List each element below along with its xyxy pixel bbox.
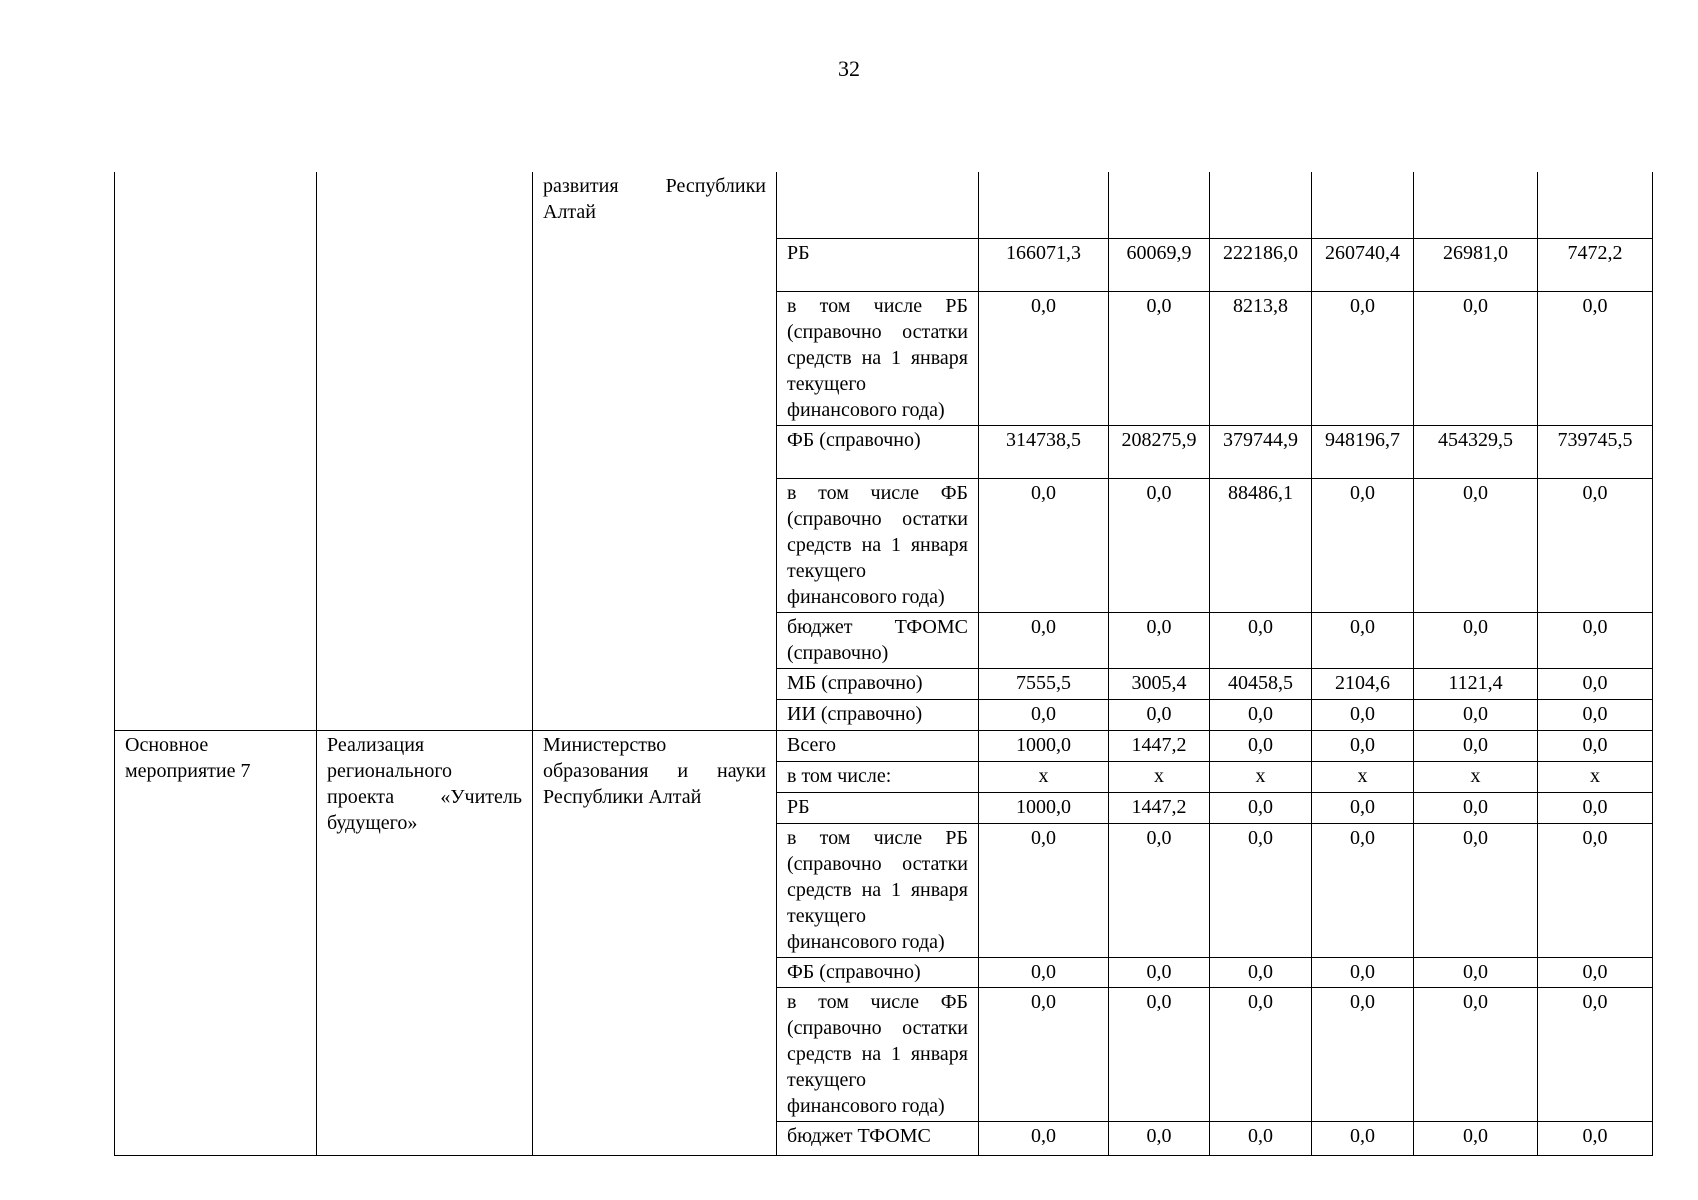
value-cell: 0,0 — [1312, 478, 1414, 612]
activity-name-cell: Реализация регионального проекта «Учитель будущего» — [317, 730, 533, 1155]
value-cell: 0,0 — [1414, 957, 1538, 987]
value-cell — [1312, 172, 1414, 238]
value-cell: 379744,9 — [1210, 425, 1312, 478]
source-cell: в том числе: — [777, 761, 979, 792]
value-cell: 0,0 — [979, 291, 1109, 425]
value-cell: 0,0 — [979, 612, 1109, 668]
value-cell — [1109, 172, 1210, 238]
source-cell: в том числе РБ (справочно остатки средств на 1 января текущего финансового года) — [777, 291, 979, 425]
value-cell: 0,0 — [1414, 699, 1538, 730]
value-cell: 0,0 — [1312, 291, 1414, 425]
value-cell: 0,0 — [1538, 668, 1653, 699]
value-cell: х — [1538, 761, 1653, 792]
value-cell: 0,0 — [1538, 823, 1653, 957]
value-cell: 0,0 — [979, 823, 1109, 957]
source-cell: в том числе РБ (справочно остатки средств на 1 января текущего финансового года) — [777, 823, 979, 957]
value-cell: 0,0 — [1109, 291, 1210, 425]
value-cell: 88486,1 — [1210, 478, 1312, 612]
value-cell: 0,0 — [979, 699, 1109, 730]
value-cell: 0,0 — [1538, 792, 1653, 823]
value-cell: 1000,0 — [979, 792, 1109, 823]
value-cell: 166071,3 — [979, 238, 1109, 291]
value-cell — [1538, 172, 1653, 238]
value-cell: 0,0 — [979, 1121, 1109, 1155]
value-cell: 40458,5 — [1210, 668, 1312, 699]
source-cell: в том числе ФБ (справочно остатки средств на 1 января текущего финансового года) — [777, 987, 979, 1121]
value-cell: 260740,4 — [1312, 238, 1414, 291]
value-cell: 0,0 — [1414, 823, 1538, 957]
value-cell: х — [1210, 761, 1312, 792]
source-cell: ФБ (справочно) — [777, 425, 979, 478]
value-cell: 0,0 — [1414, 612, 1538, 668]
value-cell: 0,0 — [1109, 699, 1210, 730]
source-cell: бюджет ТФОМС — [777, 1121, 979, 1155]
value-cell: 0,0 — [1312, 699, 1414, 730]
value-cell: 208275,9 — [1109, 425, 1210, 478]
value-cell: 0,0 — [1414, 291, 1538, 425]
value-cell: 0,0 — [1414, 478, 1538, 612]
table-row — [115, 730, 1653, 761]
value-cell: х — [979, 761, 1109, 792]
value-cell: 0,0 — [1210, 612, 1312, 668]
value-cell: 0,0 — [979, 987, 1109, 1121]
value-cell: 0,0 — [1538, 957, 1653, 987]
value-cell: 0,0 — [1210, 730, 1312, 761]
value-cell: 0,0 — [1538, 478, 1653, 612]
source-cell — [777, 172, 979, 238]
value-cell: 0,0 — [1109, 1121, 1210, 1155]
value-cell: 222186,0 — [1210, 238, 1312, 291]
source-cell: бюджет ТФОМС (справочно) — [777, 612, 979, 668]
value-cell: 0,0 — [1538, 612, 1653, 668]
value-cell: 0,0 — [1538, 1121, 1653, 1155]
value-cell: 0,0 — [1210, 957, 1312, 987]
page-number: 32 — [838, 56, 860, 81]
value-cell: 0,0 — [1538, 291, 1653, 425]
value-cell: 0,0 — [1312, 823, 1414, 957]
source-cell: МБ (справочно) — [777, 668, 979, 699]
value-cell: 0,0 — [979, 478, 1109, 612]
value-cell: 0,0 — [1210, 699, 1312, 730]
value-cell — [979, 172, 1109, 238]
source-cell: РБ — [777, 238, 979, 291]
value-cell: 0,0 — [979, 957, 1109, 987]
value-cell: 0,0 — [1414, 1121, 1538, 1155]
value-cell: х — [1312, 761, 1414, 792]
value-cell: 7472,2 — [1538, 238, 1653, 291]
value-cell: 7555,5 — [979, 668, 1109, 699]
value-cell: 0,0 — [1312, 957, 1414, 987]
value-cell: 0,0 — [1538, 987, 1653, 1121]
source-cell: ФБ (справочно) — [777, 957, 979, 987]
value-cell: 1121,4 — [1414, 668, 1538, 699]
activity-7-block — [115, 730, 1653, 1155]
value-cell: 0,0 — [1414, 730, 1538, 761]
value-cell: 454329,5 — [1414, 425, 1538, 478]
value-cell: 0,0 — [1414, 987, 1538, 1121]
name-cell-empty — [317, 172, 533, 730]
value-cell: х — [1414, 761, 1538, 792]
value-cell: 948196,7 — [1312, 425, 1414, 478]
continued-block — [115, 172, 1653, 730]
value-cell: 1447,2 — [1109, 730, 1210, 761]
value-cell: 8213,8 — [1210, 291, 1312, 425]
value-cell — [1414, 172, 1538, 238]
value-cell: 314738,5 — [979, 425, 1109, 478]
status-cell: Основное мероприятие 7 — [115, 730, 317, 1155]
value-cell: 0,0 — [1109, 957, 1210, 987]
financing-table — [114, 172, 1653, 1156]
value-cell: 1447,2 — [1109, 792, 1210, 823]
value-cell: 0,0 — [1538, 699, 1653, 730]
value-cell: 0,0 — [1414, 792, 1538, 823]
value-cell: 2104,6 — [1312, 668, 1414, 699]
value-cell: 0,0 — [1210, 1121, 1312, 1155]
value-cell: 0,0 — [1312, 792, 1414, 823]
value-cell: 0,0 — [1109, 478, 1210, 612]
value-cell: 1000,0 — [979, 730, 1109, 761]
value-cell: 0,0 — [1210, 987, 1312, 1121]
value-cell: 26981,0 — [1414, 238, 1538, 291]
source-cell: в том числе ФБ (справочно остатки средств на 1 января текущего финансового года) — [777, 478, 979, 612]
value-cell: 0,0 — [1538, 730, 1653, 761]
value-cell — [1210, 172, 1312, 238]
value-cell: 60069,9 — [1109, 238, 1210, 291]
executor-cell: развития Республики Алтай — [533, 172, 777, 730]
value-cell: 0,0 — [1210, 823, 1312, 957]
value-cell: 0,0 — [1312, 730, 1414, 761]
value-cell: 0,0 — [1109, 823, 1210, 957]
value-cell: 0,0 — [1312, 612, 1414, 668]
source-cell: РБ — [777, 792, 979, 823]
value-cell: 0,0 — [1210, 792, 1312, 823]
value-cell: 0,0 — [1312, 987, 1414, 1121]
value-cell: 3005,4 — [1109, 668, 1210, 699]
value-cell: 739745,5 — [1538, 425, 1653, 478]
executor-cell: Министерство образования и науки Республики Алтай — [533, 730, 777, 1155]
source-cell: ИИ (справочно) — [777, 699, 979, 730]
value-cell: х — [1109, 761, 1210, 792]
table-row — [115, 172, 1653, 238]
value-cell: 0,0 — [1109, 612, 1210, 668]
value-cell: 0,0 — [1312, 1121, 1414, 1155]
source-cell: Всего — [777, 730, 979, 761]
status-cell-empty — [115, 172, 317, 730]
value-cell: 0,0 — [1109, 987, 1210, 1121]
